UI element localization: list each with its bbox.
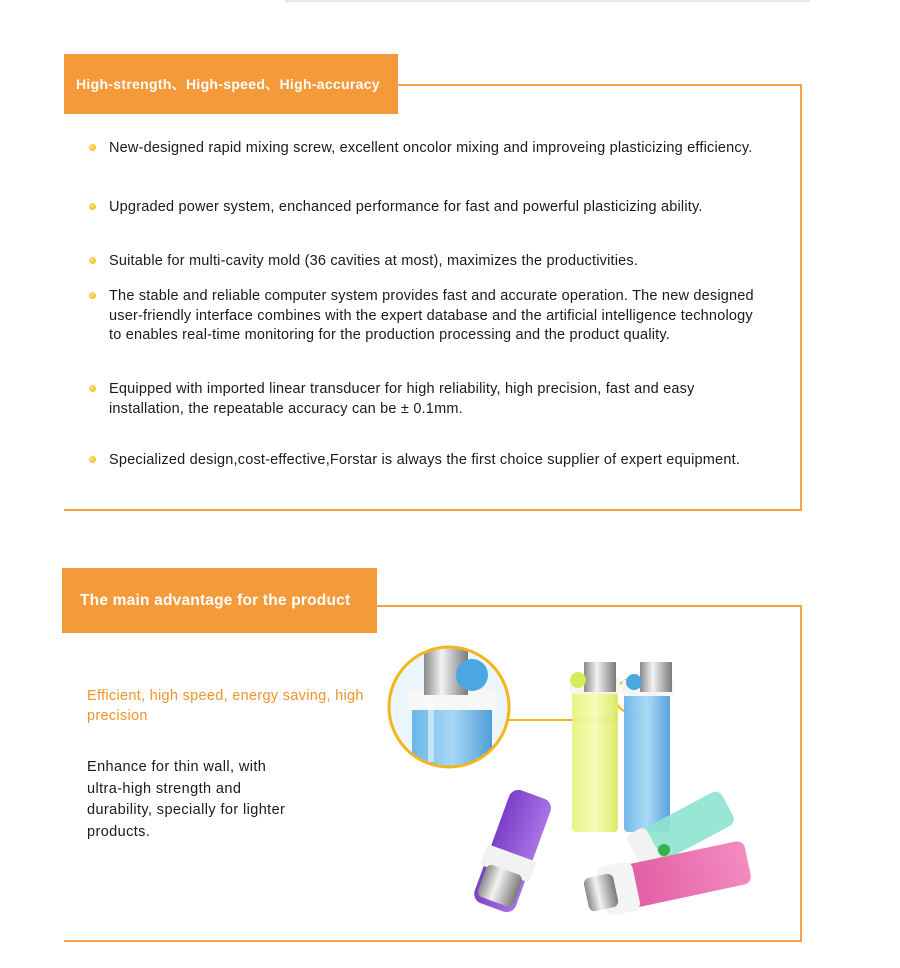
yellow-lighter [570,662,620,832]
features-title: High-strength、High-speed、High-accuracy [64,54,398,114]
bullet-icon [89,456,96,463]
feature-text: Specialized design,cost-effective,Forstar is always the first choice supplier of expert equipment. [109,452,741,468]
advantage-title: The main advantage for the product [62,568,377,633]
green-wheel [658,844,670,856]
feature-text: Upgraded power system, enchanced performance for fast and powerful plasticizing ability. [109,199,703,215]
feature-text: New-designed rapid mixing screw, excellent oncolor mixing and improveing plasticizing efficiency. [109,140,753,156]
advantage-highlight: Efficient, high speed, energy saving, high precision [87,688,364,724]
bullet-icon [89,203,96,210]
advantage-description: Enhance for thin wall, with ultra-high strength and durability, specially for lighter products. [87,759,286,840]
bullet-icon [89,257,96,264]
purple-lighter [468,786,558,917]
feature-text: The stable and reliable computer system provides fast and accurate operation. The new designed user-friendly interface combines with the expert database and the artificial intelligence technology to enables real-time monitoring for the production processing and the product quality. [109,288,754,343]
blue-lighter [622,662,674,832]
top-divider [285,0,810,2]
zoom-detail [384,640,514,794]
feature-text: Equipped with imported linear transducer for high reliability, high precision, fast and easy installation, the repeatable accuracy can be ± 0.1mm. [109,381,695,417]
bullet-icon [89,144,96,151]
feature-text: Suitable for multi-cavity mold (36 cavities at most), maximizes the productivities. [109,253,639,269]
lighters-image [384,640,764,920]
bullet-icon [89,385,96,392]
bullet-icon [89,292,96,299]
